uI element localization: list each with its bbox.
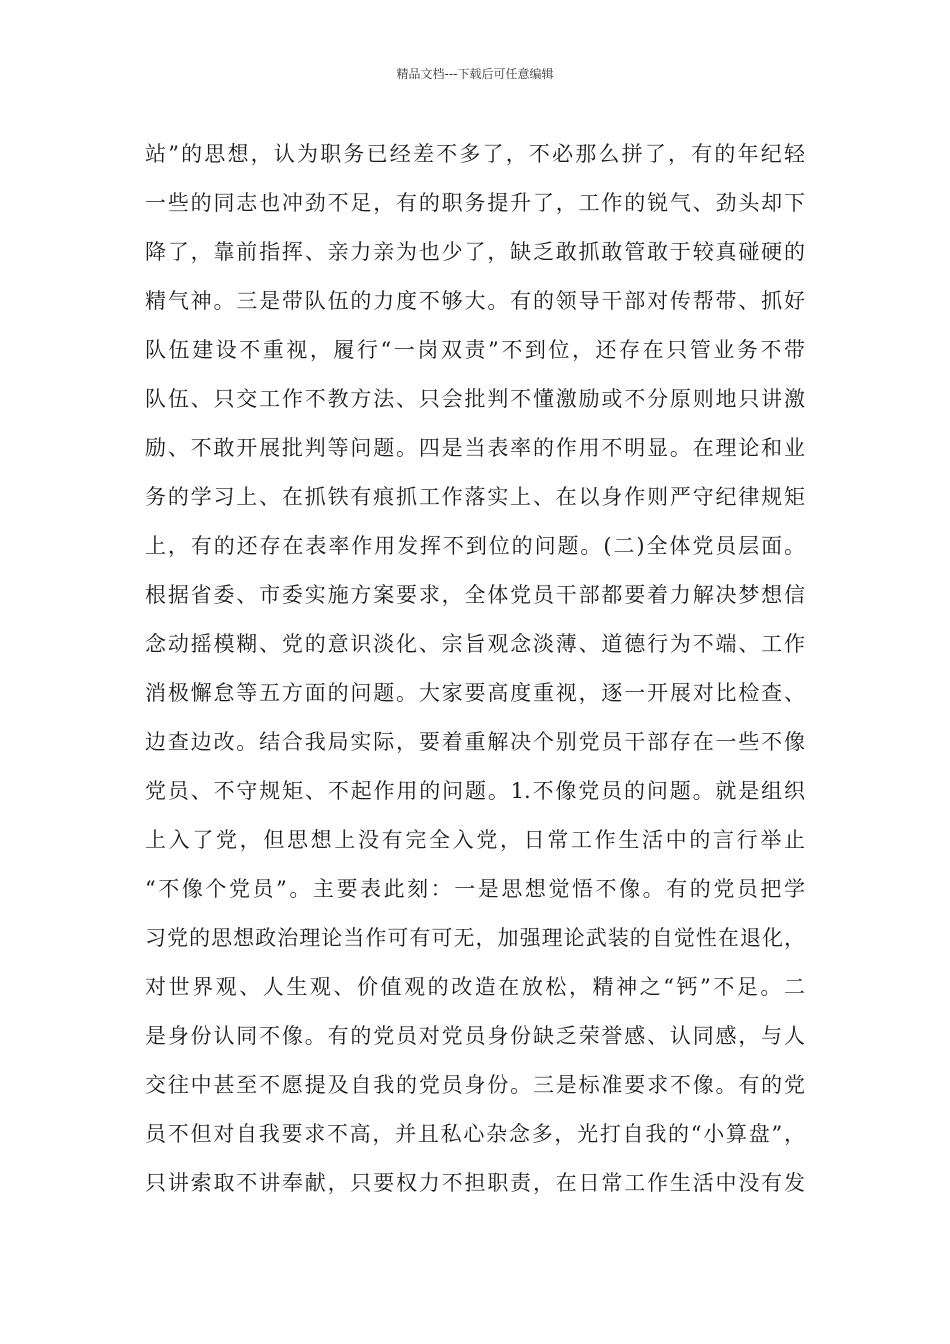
text-line: 边查边改。结合我局实际，要着重解决个别党员干部存在一些不像 xyxy=(145,730,805,754)
text-line: 上，有的还存在表率作用发挥不到位的问题。(二)全体党员层面。 xyxy=(145,534,805,558)
text-line: 上入了党，但思想上没有完全入党，日常工作生活中的言行举止 xyxy=(145,828,805,852)
text-line: “不像个党员”。主要表此刻：一是思想觉悟不像。有的党员把学 xyxy=(145,877,805,901)
page-header: 精品文档---下载后可任意编辑 xyxy=(396,67,554,81)
text-line: 消极懈怠等五方面的问题。大家要高度重视，逐一开展对比检查、 xyxy=(145,681,805,705)
text-line: 队伍、只交工作不教方法、只会批判不懂激励或不分原则地只讲激 xyxy=(145,387,805,411)
text-line: 站”的思想，认为职务已经差不多了，不必那么拼了，有的年纪轻 xyxy=(145,142,805,166)
text-line: 是身份认同不像。有的党员对党员身份缺乏荣誉感、认同感，与人 xyxy=(145,1024,805,1048)
text-line: 务的学习上、在抓铁有痕抓工作落实上、在以身作则严守纪律规矩 xyxy=(145,485,805,509)
text-line: 队伍建设不重视，履行“一岗双责”不到位，还存在只管业务不带 xyxy=(145,338,805,362)
text-line: 励、不敢开展批判等问题。四是当表率的作用不明显。在理论和业 xyxy=(145,436,805,460)
text-line: 对世界观、人生观、价值观的改造在放松，精神之“钙”不足。二 xyxy=(145,975,805,999)
text-line: 降了，靠前指挥、亲力亲为也少了，缺乏敢抓敢管敢于较真碰硬的 xyxy=(145,240,805,264)
text-line: 精气神。三是带队伍的力度不够大。有的领导干部对传帮带、抓好 xyxy=(145,289,805,313)
text-line: 交往中甚至不愿提及自我的党员身份。三是标准要求不像。有的党 xyxy=(145,1073,805,1097)
text-line: 一些的同志也冲劲不足，有的职务提升了，工作的锐气、劲头却下 xyxy=(145,191,805,215)
document-body xyxy=(145,130,805,1208)
text-line: 员不但对自我要求不高，并且私心杂念多，光打自我的“小算盘”， xyxy=(145,1122,805,1146)
text-line: 只讲索取不讲奉献，只要权力不担职责，在日常工作生活中没有发 xyxy=(145,1171,805,1195)
text-line: 习党的思想政治理论当作可有可无，加强理论武装的自觉性在退化， xyxy=(145,926,805,950)
text-line: 党员、不守规矩、不起作用的问题。1.不像党员的问题。就是组织 xyxy=(145,779,805,803)
text-line: 念动摇模糊、党的意识淡化、宗旨观念淡薄、道德行为不端、工作 xyxy=(145,632,805,656)
text-line: 根据省委、市委实施方案要求，全体党员干部都要着力解决梦想信 xyxy=(145,583,805,607)
